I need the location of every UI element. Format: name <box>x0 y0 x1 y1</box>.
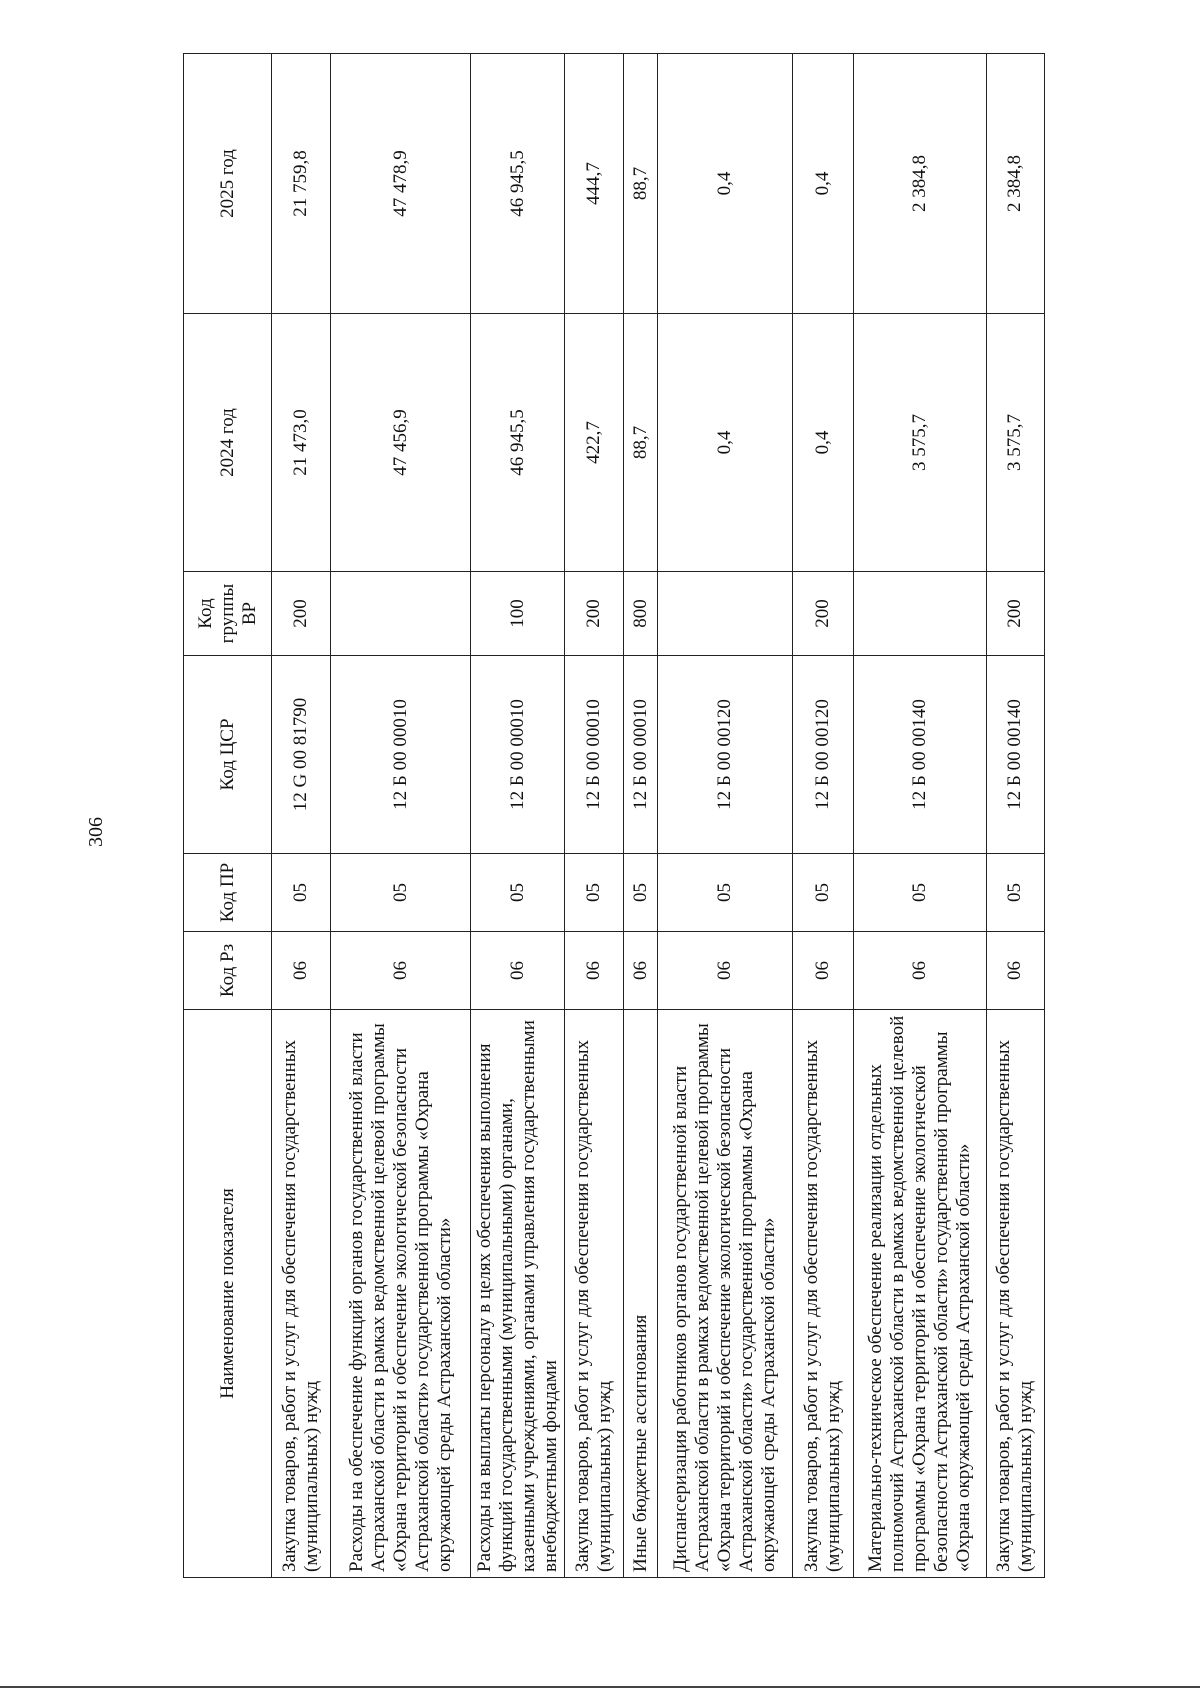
row-rz: 06 <box>792 932 853 1010</box>
row-csr: 12 Б 00 00010 <box>471 656 565 854</box>
row-name: Закупка товаров, работ и услуг для обеспечения государственных (муниципальных) нужд <box>792 1010 853 1578</box>
row-name: Закупка товаров, работ и услуг для обеспечения государственных (муниципальных) нужд <box>565 1010 624 1578</box>
row-vr: 200 <box>986 572 1044 656</box>
row-2024: 46 945,5 <box>471 314 565 572</box>
scan-bottom-rule <box>0 1686 1200 1688</box>
row-name: Материально-техническое обеспечение реализации отдельных полномочий Астраханской области в рамках ведомственной целевой программы «Охрана территорий и обеспечение экологической безопасности Астраханской области» государственной программы «Охрана окружающей среды Астраханской области» <box>854 1010 987 1578</box>
row-pr: 05 <box>272 854 331 932</box>
row-vr <box>657 572 792 656</box>
row-2024: 3 575,7 <box>986 314 1044 572</box>
row-vr <box>331 572 471 656</box>
row-2025: 47 478,9 <box>331 54 471 314</box>
row-2024: 88,7 <box>624 314 658 572</box>
row-pr: 05 <box>854 854 987 932</box>
row-2024: 47 456,9 <box>331 314 471 572</box>
table-header-row <box>184 54 272 1578</box>
budget-table-wrapper <box>183 54 1045 1578</box>
row-2024: 422,7 <box>565 314 624 572</box>
row-rz: 06 <box>986 932 1044 1010</box>
row-name: Закупка товаров, работ и услуг для обеспечения государственных (муниципальных) нужд <box>986 1010 1044 1578</box>
row-2025: 0,4 <box>792 54 853 314</box>
row-name: Диспансеризация работников органов государственной власти Астраханской области в рамках ведомственной целевой программы «Охрана территорий и обеспечение экологической безопасности Астраханской области» государственной программы «Охрана окружающей среды Астраханской области» <box>657 1010 792 1578</box>
table-row <box>565 54 624 1578</box>
row-pr: 05 <box>565 854 624 932</box>
row-rz: 06 <box>624 932 658 1010</box>
row-2025: 2 384,8 <box>854 54 987 314</box>
row-vr: 200 <box>565 572 624 656</box>
table-row <box>471 54 565 1578</box>
row-pr: 05 <box>624 854 658 932</box>
header-pr: Код ПР <box>184 854 272 932</box>
row-name: Расходы на выплаты персоналу в целях обеспечения выполнения функций государственными (муниципальными) органами, казенными учреждениями, органами управления государственными внебюджетными фондами <box>471 1010 565 1578</box>
row-csr: 12 Б 00 00010 <box>624 656 658 854</box>
row-vr <box>854 572 987 656</box>
row-vr: 100 <box>471 572 565 656</box>
row-2025: 2 384,8 <box>986 54 1044 314</box>
table-row <box>657 54 792 1578</box>
row-2024: 3 575,7 <box>854 314 987 572</box>
row-2025: 444,7 <box>565 54 624 314</box>
table-row <box>986 54 1044 1578</box>
table-row <box>331 54 471 1578</box>
row-rz: 06 <box>471 932 565 1010</box>
header-2024: 2024 год <box>184 314 272 572</box>
row-csr: 12 Б 00 00010 <box>331 656 471 854</box>
row-vr: 200 <box>792 572 853 656</box>
row-rz: 06 <box>854 932 987 1010</box>
row-pr: 05 <box>792 854 853 932</box>
row-csr: 12 Б 00 00120 <box>792 656 853 854</box>
row-vr: 800 <box>624 572 658 656</box>
header-vr: Код группы ВР <box>184 572 272 656</box>
row-2025: 46 945,5 <box>471 54 565 314</box>
row-rz: 06 <box>565 932 624 1010</box>
row-2024: 0,4 <box>657 314 792 572</box>
row-2024: 21 473,0 <box>272 314 331 572</box>
row-pr: 05 <box>471 854 565 932</box>
row-csr: 12 Б 00 00010 <box>565 656 624 854</box>
row-pr: 05 <box>657 854 792 932</box>
row-pr: 05 <box>986 854 1044 932</box>
page-number: 306 <box>85 817 107 847</box>
row-rz: 06 <box>331 932 471 1010</box>
row-csr: 12 Б 00 00140 <box>986 656 1044 854</box>
table-row <box>624 54 658 1578</box>
row-pr: 05 <box>331 854 471 932</box>
header-csr: Код ЦСР <box>184 656 272 854</box>
row-rz: 06 <box>272 932 331 1010</box>
row-csr: 12 Б 00 00120 <box>657 656 792 854</box>
table-row <box>272 54 331 1578</box>
table-row <box>792 54 853 1578</box>
row-2025: 0,4 <box>657 54 792 314</box>
header-2025: 2025 год <box>184 54 272 314</box>
row-name: Иные бюджетные ассигнования <box>624 1010 658 1578</box>
row-rz: 06 <box>657 932 792 1010</box>
header-name: Наименование показателя <box>184 1010 272 1578</box>
row-name: Расходы на обеспечение функций органов государственной власти Астраханской области в рамках ведомственной целевой программы «Охрана территорий и обеспечение экологической безопасности Астраханской области» государственной программы «Охрана окружающей среды Астраханской области» <box>331 1010 471 1578</box>
row-2025: 21 759,8 <box>272 54 331 314</box>
row-csr: 12 Б 00 00140 <box>854 656 987 854</box>
budget-table <box>183 53 1045 1578</box>
table-row <box>854 54 987 1578</box>
row-vr: 200 <box>272 572 331 656</box>
row-csr: 12 G 00 81790 <box>272 656 331 854</box>
row-2025: 88,7 <box>624 54 658 314</box>
header-rz: Код Рз <box>184 932 272 1010</box>
row-2024: 0,4 <box>792 314 853 572</box>
row-name: Закупка товаров, работ и услуг для обеспечения государственных (муниципальных) нужд <box>272 1010 331 1578</box>
